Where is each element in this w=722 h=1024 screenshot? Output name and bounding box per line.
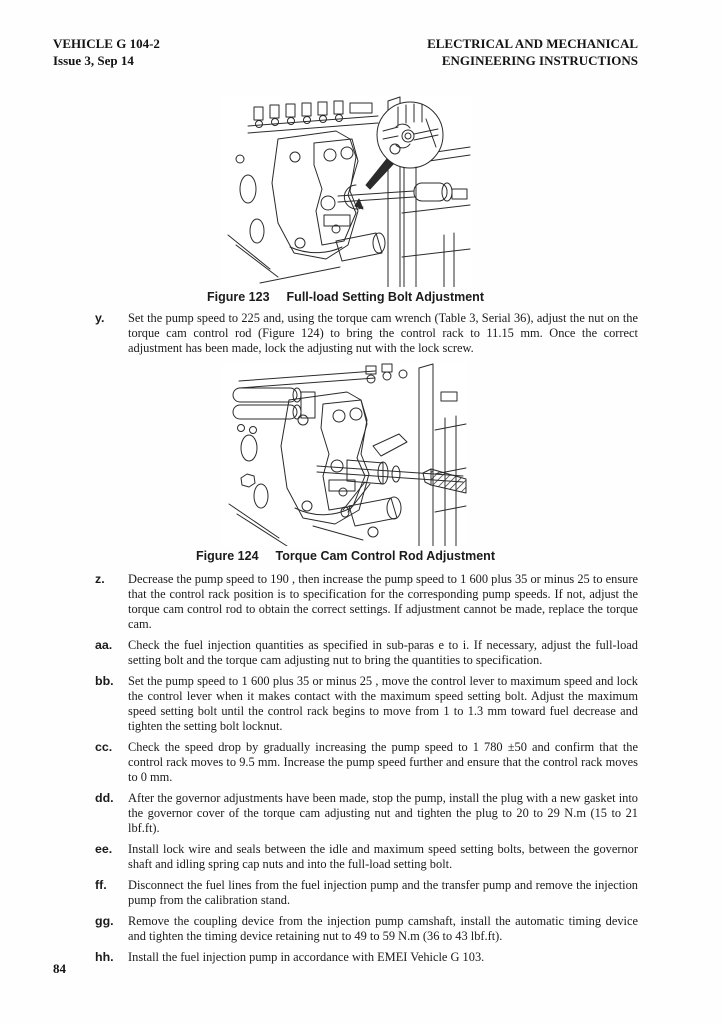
doc-org-line2: ENGINEERING INSTRUCTIONS	[441, 52, 638, 68]
figure-124-title: Torque Cam Control Rod Adjustment	[275, 549, 495, 563]
doc-id: VEHICLE G 104-2	[53, 36, 160, 51]
paragraph-z-label: z.	[95, 572, 105, 586]
figure-124	[53, 362, 638, 563]
paragraph-gg-text: Remove the coupling device from the injection pump camshaft, install the automatic timing device and tighten the timing device retaining nut to 49 to 59 N.m (36 to 43 lbf.ft).	[128, 914, 638, 943]
paragraph-y-label: y.	[95, 311, 105, 325]
paragraph-ff-text: Disconnect the fuel lines from the fuel injection pump and the transfer pump and remove the injection pump from the calibration stand.	[128, 878, 638, 907]
paragraph-ee	[95, 842, 638, 872]
paragraph-gg	[95, 914, 638, 944]
figure-124-caption	[53, 549, 638, 563]
paragraph-z	[95, 572, 638, 632]
paragraph-z-text: Decrease the pump speed to 190 , then increase the pump speed to 1 600 plus 35 or minus 25 to ensure that the control rack position is to specification for the corresponding pump speeds. If not, adjust the torque cam control rod to obtain the correct settings. If adjustment cannot be made, replace the torque cam.	[128, 572, 638, 631]
paragraph-hh-label: hh.	[95, 950, 114, 964]
figure-124-label: Figure 124	[196, 549, 259, 563]
paragraph-dd	[95, 791, 638, 836]
paragraph-gg-label: gg.	[95, 914, 114, 928]
page-number: 84	[53, 961, 66, 976]
doc-org-line1: ELECTRICAL AND MECHANICAL	[427, 36, 638, 51]
header-left	[53, 36, 160, 69]
figure-124-diagram	[223, 362, 468, 546]
paragraph-ff	[95, 878, 638, 908]
paragraph-y-text: Set the pump speed to 225 and, using the torque cam wrench (Table 3, Serial 36), adjust the nut on the torque cam control rod (Figure 124) to bring the control rack to 11.15 mm. Once the correct adjustment has been made, lock the adjusting nut with the lock screw.	[128, 311, 638, 355]
paragraph-ff-label: ff.	[95, 878, 107, 892]
figure-123-label: Figure 123	[207, 290, 270, 304]
paragraph-cc-label: cc.	[95, 740, 113, 754]
paragraph-ee-text: Install lock wire and seals between the idle and maximum speed setting bolts, between the governor shaft and idling spring cap nuts and into the full-load setting bolt.	[128, 842, 638, 871]
paragraph-cc-text: Check the speed drop by gradually increasing the pump speed to 1 780 ±50 and confirm that the control rack moves to 9.5 mm. Increase the pump speed further and ensure that the control rack moves to 0 mm.	[128, 740, 638, 784]
paragraph-ee-label: ee.	[95, 842, 113, 856]
figure-123-diagram	[220, 95, 472, 287]
header-right	[427, 36, 638, 69]
paragraph-bb-label: bb.	[95, 674, 114, 688]
paragraph-dd-text: After the governor adjustments have been made, stop the pump, install the plug with a new gasket into the governor cover of the torque cam adjusting nut and tighten the plug to 20 to 29 N.m (15 to 21 lbf.ft).	[128, 791, 638, 835]
page-body	[53, 95, 638, 971]
page-header	[53, 36, 638, 69]
figure-123-caption	[53, 290, 638, 304]
paragraph-aa	[95, 638, 638, 668]
paragraph-y	[95, 311, 638, 356]
paragraph-hh	[95, 950, 638, 965]
paragraph-cc	[95, 740, 638, 785]
paragraph-dd-label: dd.	[95, 791, 114, 805]
paragraph-aa-label: aa.	[95, 638, 113, 652]
doc-issue: Issue 3, Sep 14	[53, 52, 134, 68]
paragraph-aa-text: Check the fuel injection quantities as specified in sub-paras e to i. If necessary, adjust the full-load setting bolt and the torque cam adjusting nut to bring the quantities to specification.	[128, 638, 638, 667]
figure-123	[53, 95, 638, 304]
paragraph-hh-text: Install the fuel injection pump in accordance with EMEI Vehicle G 103.	[128, 950, 485, 964]
figure-123-title: Full-load Setting Bolt Adjustment	[286, 290, 484, 304]
paragraph-bb	[95, 674, 638, 734]
paragraph-bb-text: Set the pump speed to 1 600 plus 35 or minus 25 , move the control lever to maximum speed and lock the control lever when it makes contact with the maximum speed setting bolt. Adjust the maximum speed setting bolt until the control rack begins to move from 1 to 1.3 mm toward fuel decrease and tighten the setting bolt locknut.	[128, 674, 638, 733]
